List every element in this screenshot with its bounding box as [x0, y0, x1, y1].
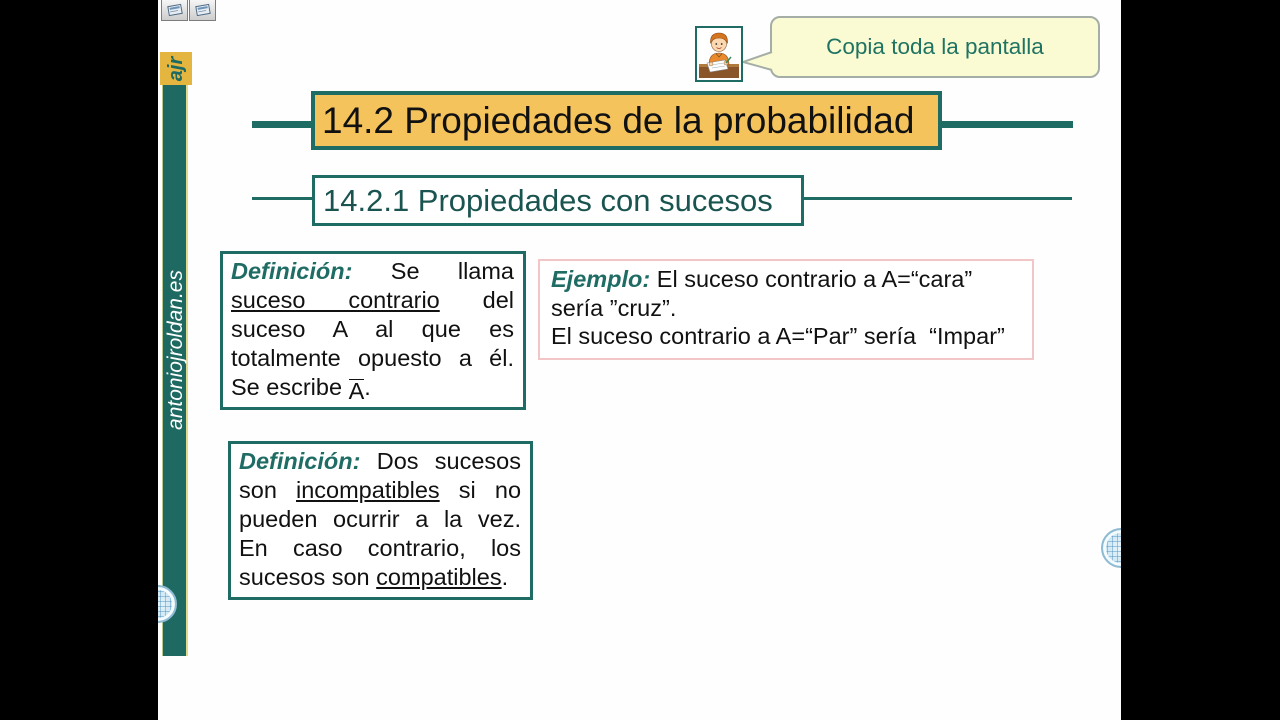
definition-line: [231, 286, 514, 315]
logo-text: ajr: [165, 56, 187, 81]
complement-notation: A: [348, 378, 365, 404]
logo: [160, 52, 192, 85]
definition-incompatible: [228, 441, 533, 600]
definition-line: En caso contrario, los: [239, 535, 521, 561]
slide: [158, 0, 1121, 720]
grid-menu-button-right[interactable]: [1101, 528, 1121, 568]
definition-line: totalmente opuesto a él.: [231, 345, 514, 371]
definition-text: .: [501, 564, 509, 590]
page-title: [311, 91, 942, 150]
slides-button-2[interactable]: [189, 0, 216, 21]
website-label: antoniojroldan.es: [164, 270, 187, 430]
slides-icon: [166, 3, 184, 17]
definition-text: .: [364, 374, 371, 400]
slide-navigation: [161, 0, 216, 21]
instruction-text: Copia toda la pantalla: [826, 34, 1044, 59]
term-compatible: compatibles: [376, 564, 502, 590]
slides-button-1[interactable]: [161, 0, 188, 21]
example-box: [538, 259, 1034, 360]
section-title-text: 14.2.1 Propiedades con sucesos: [323, 182, 773, 218]
definition-text: del: [482, 287, 515, 313]
slides-icon: [194, 3, 212, 17]
example-line: [551, 265, 1024, 294]
definition-line: suceso A al que es: [231, 316, 514, 342]
example-line: [551, 322, 1024, 351]
speech-bubble-tail: [743, 48, 775, 74]
definition-text: son: [239, 477, 277, 503]
example-text: El suceso contrario a A=“Par” sería “Impar”: [551, 323, 1005, 349]
definition-line: [231, 373, 514, 402]
definition-text: Se escribe: [231, 374, 343, 400]
definition-label: Definición:: [231, 258, 353, 284]
example-text: El suceso contrario a A=“cara”: [656, 266, 973, 292]
page-title-text: 14.2 Propiedades de la probabilidad: [322, 99, 915, 141]
letterbox-left: [0, 0, 158, 720]
definition-line: [239, 563, 521, 592]
definition-text: sucesos son: [239, 564, 370, 590]
definition-line: [231, 257, 514, 286]
speech-bubble: [770, 16, 1100, 78]
definition-line: [239, 476, 521, 505]
definition-line: pueden ocurrir a la vez.: [239, 506, 521, 532]
student-writing-icon: [697, 28, 741, 80]
term-complementary-event: suceso contrario: [231, 287, 440, 313]
section-title: [312, 175, 804, 226]
definition-text: si no: [458, 477, 522, 503]
letterbox-right: [1121, 0, 1280, 720]
example-line: sería ”cruz”.: [551, 294, 677, 321]
instruction-icon-box: [695, 26, 743, 82]
definition-text: Dos sucesos: [376, 448, 522, 474]
definition-text: Se llama: [390, 258, 514, 284]
example-label: Ejemplo:: [551, 266, 651, 292]
definition-line: [239, 447, 521, 476]
term-incompatible: incompatibles: [296, 477, 440, 503]
definition-label: Definición:: [239, 448, 361, 474]
definition-complement: [220, 251, 526, 410]
